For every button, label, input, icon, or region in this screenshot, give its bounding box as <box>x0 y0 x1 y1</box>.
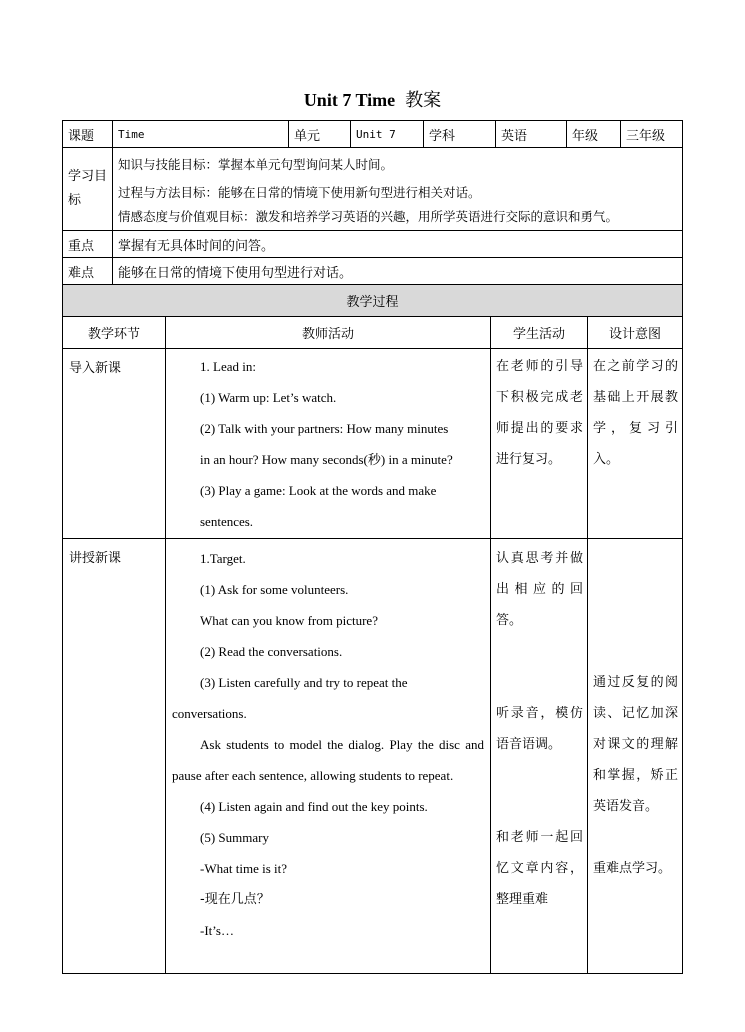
student-note: 和老师一起回忆文章内容，整理重难 <box>496 830 583 907</box>
header-student: 学生活动 <box>491 317 588 349</box>
teacher-line: (5) Summary <box>200 830 269 845</box>
goal-attitude: 情感态度与价值观目标：激发和培养学习英语的兴趣，用所学英语进行交际的意识和勇气。 <box>118 209 619 224</box>
topic-label: 课题 <box>63 121 113 148</box>
teacher-line: (1) Ask for some volunteers. <box>200 582 349 597</box>
teacher-line: (3) Play a game: Look at the words and make <box>200 483 437 498</box>
page-title <box>0 86 745 112</box>
key-value: 掌握有无具体时间的问答。 <box>113 231 683 258</box>
grade-value: 三年级 <box>621 121 683 148</box>
intent-note: 通过反复的阅读、记忆加深对课文的理解和掌握，矫正英语发音。 <box>593 675 679 814</box>
goal-knowledge: 知识与技能目标：掌握本单元句型询问某人时间。 <box>118 157 394 172</box>
title-main: Unit 7 Time <box>303 90 396 110</box>
teacher-line: (4) Listen again and find out the key points. <box>200 799 428 814</box>
teacher-paragraph: Ask students to model the dialog. Play the disc and pause after each sentence, allowing students to repeat. <box>172 737 484 783</box>
teacher-line: -What time is it? <box>200 861 288 876</box>
teacher-line: (3) Listen carefully and try to repeat the <box>200 675 408 690</box>
teacher-line: 1. Lead in: <box>200 359 256 374</box>
intent-note: 重难点学习。 <box>593 861 672 876</box>
subject-label: 学科 <box>424 121 496 148</box>
teacher-line: (2) Talk with your partners: How many minutes <box>200 421 449 436</box>
intent-lead-in: 在之前学习的基础上开展教学，复习引入。 <box>588 349 683 539</box>
teacher-line: conversations. <box>172 706 247 721</box>
key-label: 重点 <box>63 231 113 258</box>
goals-cell <box>113 148 683 231</box>
goal-process: 过程与方法目标：能够在日常的情境下使用新句型进行相关对话。 <box>118 185 481 200</box>
topic-value: Time <box>113 121 289 148</box>
teacher-lead-in <box>166 349 491 539</box>
teacher-line: -现在几点？ <box>200 892 270 907</box>
teacher-line: (1) Warm up: Let’s watch. <box>200 390 337 405</box>
intent-new-lesson <box>588 539 683 974</box>
goals-label: 学习目标 <box>63 148 113 231</box>
stage-lead-in: 导入新课 <box>63 349 166 539</box>
difficulty-label: 难点 <box>63 258 113 285</box>
unit-value: Unit 7 <box>351 121 424 148</box>
teacher-line: 1.Target. <box>200 551 246 566</box>
difficulty-value: 能够在日常的情境下使用句型进行对话。 <box>113 258 683 285</box>
unit-label: 单元 <box>289 121 351 148</box>
teacher-line: (2) Read the conversations. <box>200 644 343 659</box>
process-banner: 教学过程 <box>63 285 683 317</box>
subject-value: 英语 <box>496 121 567 148</box>
info-table <box>62 120 683 285</box>
teacher-line: sentences. <box>200 514 254 529</box>
student-new-lesson <box>491 539 588 974</box>
student-note: 听录音，模仿语音语调。 <box>496 706 583 752</box>
stage-new-lesson: 讲授新课 <box>63 539 166 974</box>
student-note: 认真思考并做出相应的回答。 <box>496 551 583 628</box>
header-stage: 教学环节 <box>63 317 166 349</box>
header-intent: 设计意图 <box>588 317 683 349</box>
teacher-new-lesson <box>166 539 491 974</box>
title-cn: 教案 <box>405 90 442 111</box>
teacher-line: What can you know from picture? <box>200 613 378 628</box>
header-teacher: 教师活动 <box>166 317 491 349</box>
grade-label: 年级 <box>567 121 621 148</box>
student-lead-in: 在老师的引导下积极完成老师提出的要求进行复习。 <box>491 349 588 539</box>
teacher-line: -It’s… <box>200 923 234 938</box>
process-table <box>62 284 683 974</box>
teacher-line: in an hour? How many seconds(秒) in a minute? <box>200 452 453 467</box>
